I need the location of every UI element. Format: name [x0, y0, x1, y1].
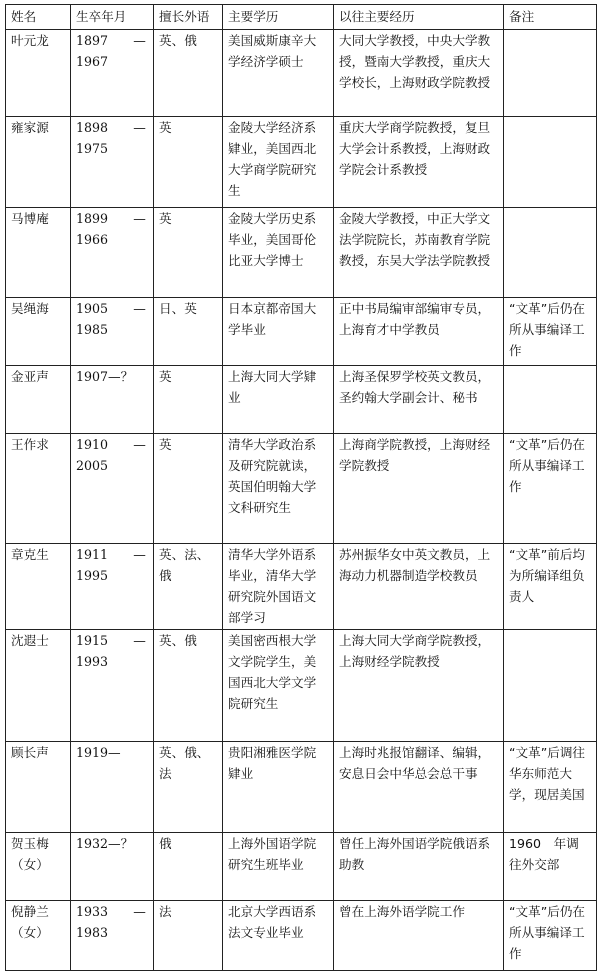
header-education: 主要学历	[223, 5, 334, 30]
table-row	[6, 298, 597, 366]
birth-year: 1907—？	[76, 369, 134, 384]
cell-notes: “文革”后调往华东师范大学，现居美国	[504, 742, 597, 833]
cell-name: 顾长声	[6, 742, 71, 833]
death-year: 1993	[76, 654, 109, 669]
birth-year: 1919—	[76, 745, 121, 760]
cell-education: 美国威斯康辛大学经济学硕士	[223, 30, 334, 117]
cell-notes	[504, 366, 597, 434]
header-career: 以往主要经历	[334, 5, 504, 30]
death-year: 1966	[76, 232, 109, 247]
cell-notes	[504, 30, 597, 117]
table-row	[6, 833, 597, 901]
table-row	[6, 544, 597, 630]
cell-languages: 俄	[154, 833, 223, 901]
cell-name: 沈遐士	[6, 630, 71, 742]
cell-career: 苏州振华女中英文教员，上海动力机器制造学校教员	[334, 544, 504, 630]
cell-career: 金陵大学教授，中正大学文法学院院长，苏南教育学院教授，东吴大学法学院教授	[334, 208, 504, 298]
cell-career: 正中书局编审部编审专员，上海育才中学教员	[334, 298, 504, 366]
death-year: 1983	[76, 925, 109, 940]
cell-years	[71, 901, 154, 971]
cell-years	[71, 742, 154, 833]
cell-languages: 英、法、俄	[154, 544, 223, 630]
cell-languages: 英	[154, 117, 223, 208]
cell-years	[71, 30, 154, 117]
header-years: 生卒年月	[71, 5, 154, 30]
cell-years	[71, 833, 154, 901]
cell-years	[71, 434, 154, 544]
table-row	[6, 434, 597, 544]
table-row	[6, 117, 597, 208]
birth-year: 1933 —	[76, 904, 146, 919]
cell-languages: 英	[154, 434, 223, 544]
cell-name: 贺玉梅（女）	[6, 833, 71, 901]
cell-career: 曾任上海外国语学院俄语系助教	[334, 833, 504, 901]
death-year: 2005	[76, 458, 109, 473]
birth-year: 1932—？	[76, 836, 134, 851]
cell-education: 上海外国语学院研究生班毕业	[223, 833, 334, 901]
birth-year: 1899 —	[76, 211, 146, 226]
header-row	[6, 5, 597, 30]
cell-education: 日本京都帝国大学毕业	[223, 298, 334, 366]
cell-education: 清华大学外语系毕业，清华大学研究院外国语文部学习	[223, 544, 334, 630]
cell-name: 金亚声	[6, 366, 71, 434]
death-year: 1975	[76, 141, 109, 156]
table-row	[6, 30, 597, 117]
cell-career: 上海时兆报馆翻译、编辑，安息日会中华总会总干事	[334, 742, 504, 833]
cell-languages: 日、英	[154, 298, 223, 366]
table-row	[6, 901, 597, 971]
cell-career: 上海大同大学商学院教授，上海财经学院教授	[334, 630, 504, 742]
cell-education: 金陵大学历史系毕业，美国哥伦比亚大学博士	[223, 208, 334, 298]
cell-languages: 法	[154, 901, 223, 971]
table-row	[6, 630, 597, 742]
cell-name: 王作求	[6, 434, 71, 544]
death-year: 1995	[76, 568, 109, 583]
cell-career: 曾在上海外语学院工作	[334, 901, 504, 971]
cell-career: 上海商学院教授，上海财经学院教授	[334, 434, 504, 544]
cell-notes: 1960 年调往外交部	[504, 833, 597, 901]
birth-year: 1910 —	[76, 437, 146, 452]
header-name: 姓名	[6, 5, 71, 30]
cell-education: 金陵大学经济系肄业，美国西北大学商学院研究生	[223, 117, 334, 208]
cell-name: 吴绳海	[6, 298, 71, 366]
birth-year: 1898 —	[76, 120, 146, 135]
cell-notes: “文革”后仍在所从事编译工作	[504, 434, 597, 544]
cell-years	[71, 208, 154, 298]
cell-career: 大同大学教授，中央大学教授，暨南大学教授，重庆大学校长，上海财政学院教授	[334, 30, 504, 117]
death-year: 1967	[76, 54, 109, 69]
header-languages: 擅长外语	[154, 5, 223, 30]
header-notes: 备注	[504, 5, 597, 30]
cell-years	[71, 544, 154, 630]
cell-notes: “文革”前后均为所编译组负责人	[504, 544, 597, 630]
cell-education: 北京大学西语系法文专业毕业	[223, 901, 334, 971]
cell-languages: 英、俄	[154, 30, 223, 117]
death-year: 1985	[76, 322, 109, 337]
cell-education: 上海大同大学肄业	[223, 366, 334, 434]
cell-name: 章克生	[6, 544, 71, 630]
cell-name: 叶元龙	[6, 30, 71, 117]
cell-years	[71, 366, 154, 434]
cell-name: 雍家源	[6, 117, 71, 208]
cell-name: 马博庵	[6, 208, 71, 298]
cell-career: 重庆大学商学院教授，复旦大学会计系教授，上海财政学院会计系教授	[334, 117, 504, 208]
cell-years	[71, 630, 154, 742]
table-row	[6, 366, 597, 434]
cell-languages: 英	[154, 208, 223, 298]
cell-education: 美国密西根大学文学院学生，美国西北大学文学院研究生	[223, 630, 334, 742]
cell-name: 倪静兰（女）	[6, 901, 71, 971]
staff-table	[5, 4, 597, 971]
cell-education: 贵阳湘雅医学院肄业	[223, 742, 334, 833]
table-row	[6, 208, 597, 298]
birth-year: 1897 —	[76, 33, 146, 48]
birth-year: 1915 —	[76, 633, 146, 648]
cell-notes: “文革”后仍在所从事编译工作	[504, 901, 597, 971]
cell-languages: 英、俄、法	[154, 742, 223, 833]
cell-education: 清华大学政治系及研究院就读，英国伯明翰大学文科研究生	[223, 434, 334, 544]
cell-languages: 英	[154, 366, 223, 434]
cell-notes	[504, 208, 597, 298]
cell-notes: “文革”后仍在所从事编译工作	[504, 298, 597, 366]
cell-years	[71, 298, 154, 366]
cell-languages: 英、俄	[154, 630, 223, 742]
cell-notes	[504, 117, 597, 208]
table-body	[6, 30, 597, 971]
cell-years	[71, 117, 154, 208]
cell-notes	[504, 630, 597, 742]
table-row	[6, 742, 597, 833]
birth-year: 1905 —	[76, 301, 146, 316]
birth-year: 1911 —	[76, 547, 146, 562]
cell-career: 上海圣保罗学校英文教员，圣约翰大学副会计、秘书	[334, 366, 504, 434]
